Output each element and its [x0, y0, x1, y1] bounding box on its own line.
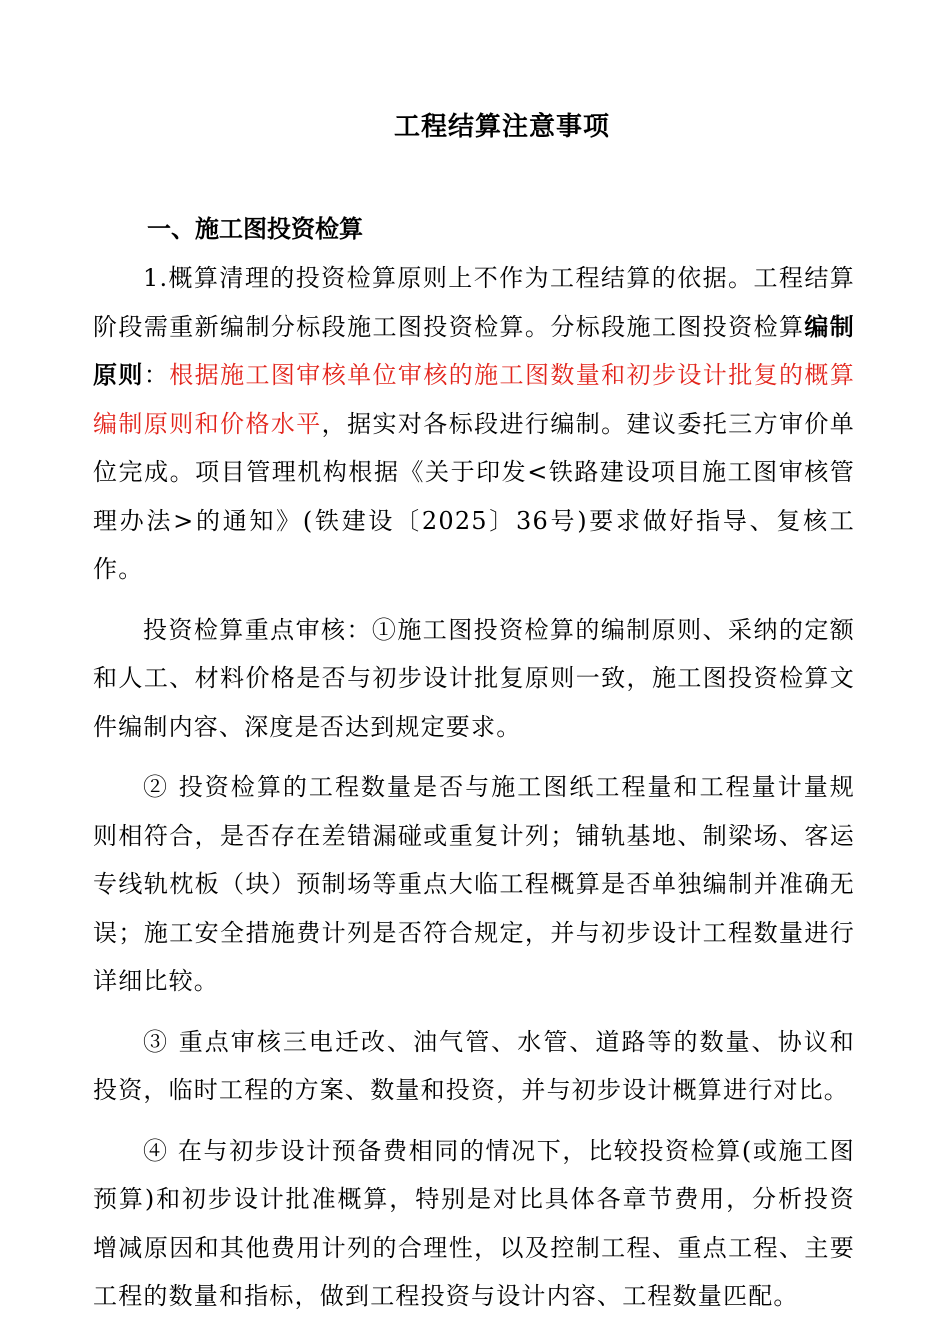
compilation-principle-label: 编制原则	[93, 311, 855, 389]
paragraph-4: ③ 重点审核三电迁改、油气管、水管、道路等的数量、协议和投资，临时工程的方案、数量和投资，并与初步设计概算进行对比。	[93, 1027, 855, 1104]
paragraph-5: ④ 在与初步设计预备费相同的情况下，比较投资检算(或施工图预算)和初步设计批准概算，特别是对比具体各章节费用，分析投资增减原因和其他费用计列的合理性，以及控制工程、重点工程、主要工程的数量和指标，做到工程投资与设计内容、工程数量匹配。	[93, 1136, 855, 1310]
paragraph-1-text-b: ，据实对各标段进行编制。建议委托三方审价单位完成。项目管理机构根据《关于印发<铁路建设项目施工图审核管理办法>的通知》(铁建设〔2025〕36号)要求做好指导、复核工作。	[93, 409, 855, 583]
paragraph-3: ② 投资检算的工程数量是否与施工图纸工程量和工程量计量规则相符合，是否存在差错漏碰或重复计列；铺轨基地、制梁场、客运专线轨枕板（块）预制场等重点大临工程概算是否单独编制并准确无误；施工安全措施费计列是否符合规定，并与初步设计工程数量进行详细比较。	[93, 773, 855, 995]
paragraph-1-text-a: 1.概算清理的投资检算原则上不作为工程结算的依据。工程结算阶段需重新编制分标段施工图投资检算。分标段施工图投资检算	[93, 264, 855, 341]
section-heading: 一、施工图投资检算	[147, 215, 363, 243]
label-colon: ：	[143, 361, 170, 389]
document-body	[93, 254, 855, 1333]
paragraph-2: 投资检算重点审核：①施工图投资检算的编制原则、采纳的定额和人工、材料价格是否与初步设计批复原则一致，施工图投资检算文件编制内容、深度是否达到规定要求。	[93, 615, 855, 741]
paragraph-1	[93, 254, 855, 594]
compilation-principle-highlight: 根据施工图审核单位审核的施工图数量和初步设计批复的概算编制原则和价格水平	[93, 361, 856, 438]
document-title: 工程结算注意事项	[393, 112, 610, 142]
